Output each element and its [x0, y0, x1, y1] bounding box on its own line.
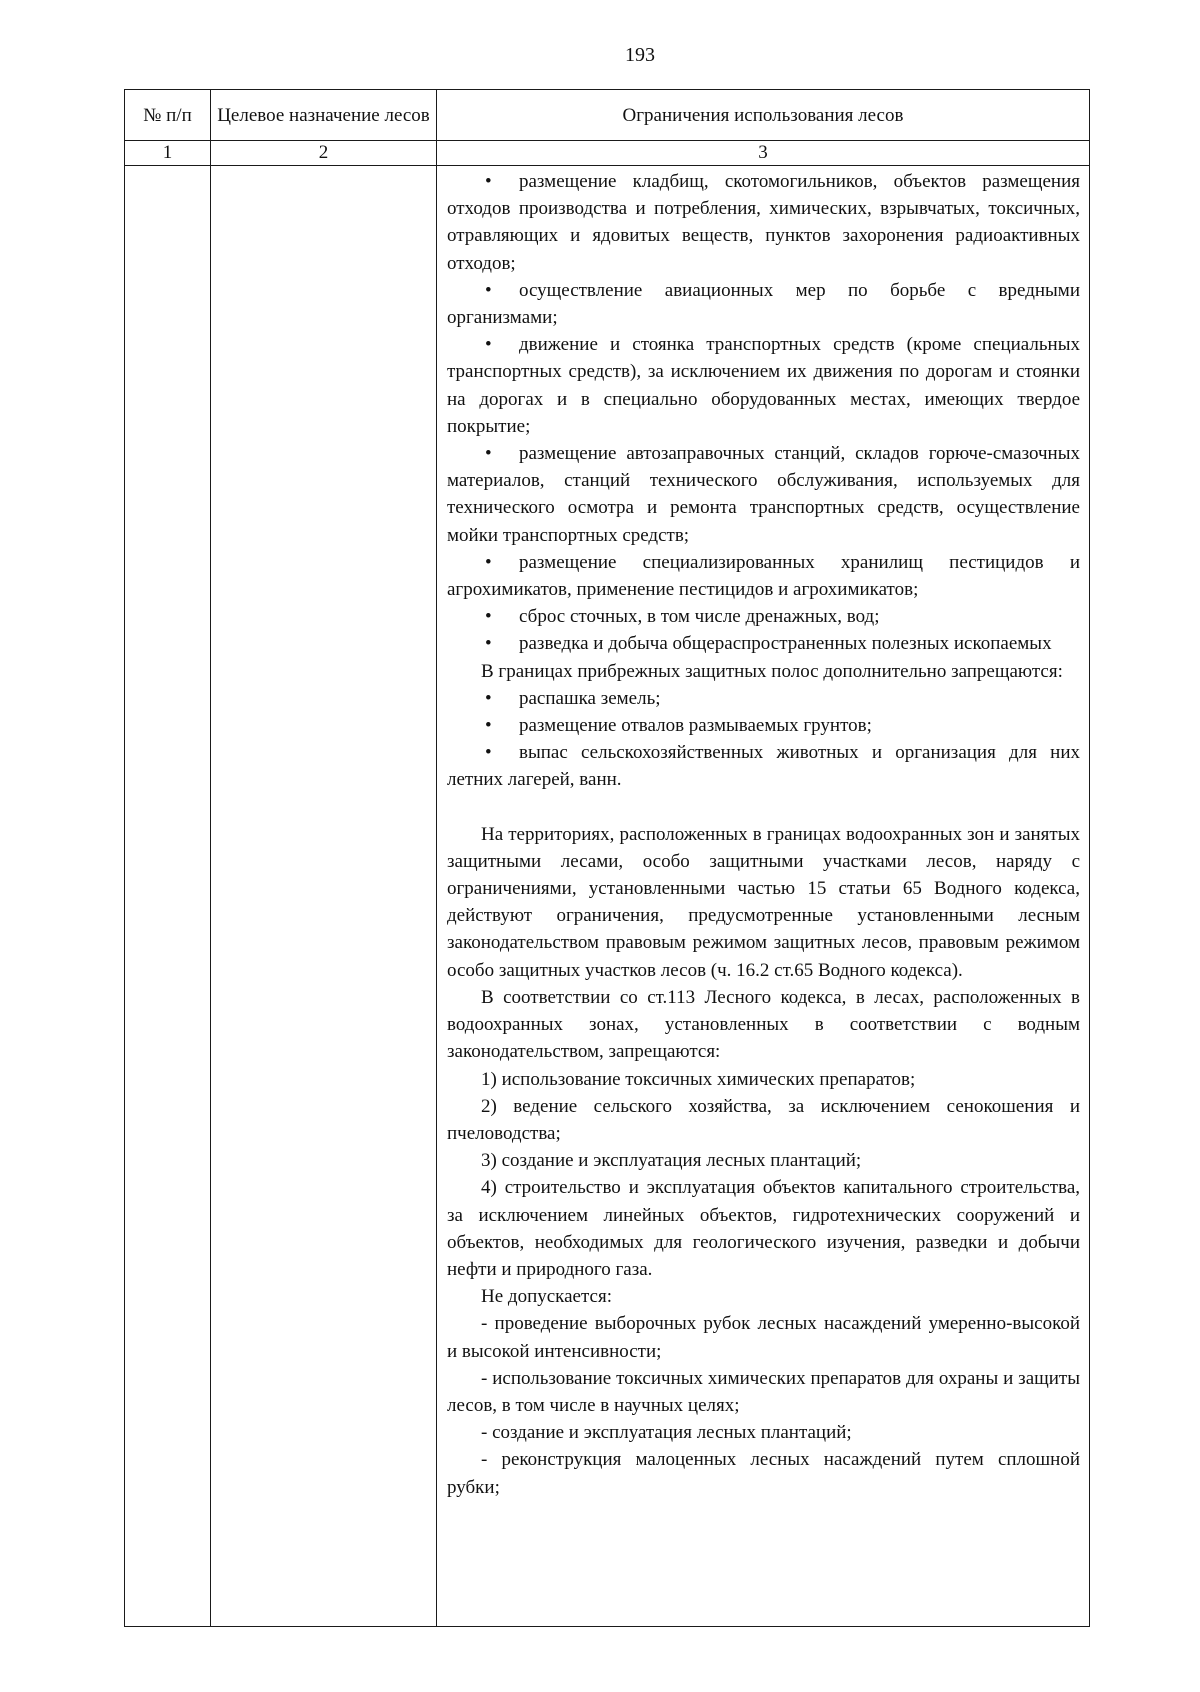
list-item: • разведка и добыча общераспространенных полезных ископаемых [447, 630, 1080, 657]
list-item: • распашка земель; [447, 685, 1080, 712]
header-purpose: Целевое назначение лесов [211, 90, 437, 141]
list-item: • размещение отвалов размываемых грунтов; [447, 712, 1080, 739]
list-item: • выпас сельскохозяйственных животных и организация для них летних лагерей, ванн. [447, 739, 1080, 793]
list-item: 2) ведение сельского хозяйства, за исключением сенокошения и пчеловодства; [447, 1095, 1080, 1144]
header-restrictions: Ограничения использования лесов [437, 90, 1090, 141]
bullet-icon: • [485, 687, 492, 709]
bullet-icon: • [485, 171, 492, 192]
list-item: • осуществление авиационных мер по борьбе с вредными организмами; [447, 277, 1080, 331]
list-item: - использование токсичных химических препаратов для охраны и защиты лесов, в том числе в научных целях; [447, 1367, 1080, 1416]
column-number-row [125, 141, 1090, 166]
list-item: 4) строительство и эксплуатация объектов капитального строительства, за исключением линейных объектов, гидротехнических сооружений и объектов, необходимых для геологического изучения, разведки и добычи нефти и природного газа. [447, 1177, 1080, 1280]
page-number: 193 [625, 44, 655, 66]
restrictions-text [437, 166, 1089, 1501]
list-item: • размещение специализированных хранилищ пестицидов и агрохимикатов, применение пестицидов и агрохимикатов; [447, 549, 1080, 603]
list-item: • размещение автозаправочных станций, складов горюче-смазочных материалов, станций технического обслуживания, используемых для технического осмотра и ремонта транспортных средств, осуществление мойки транспортных средств; [447, 440, 1080, 549]
column-number-3: 3 [437, 141, 1090, 166]
list-item: • размещение кладбищ, скотомогильников, объектов размещения отходов производства и потребления, химических, взрывчатых, токсичных, отравляющих и ядовитых веществ, пунктов захоронения радиоактивных отходов; [447, 168, 1080, 277]
bullet-icon: • [485, 551, 492, 573]
restrictions-cell [437, 166, 1090, 1627]
coastal-intro: В границах прибрежных защитных полос дополнительно запрещаются: [481, 660, 1063, 682]
list-item: - реконструкция малоценных лесных насаждений путем сплошной рубки; [447, 1449, 1080, 1498]
not-allowed-intro: Не допускается: [481, 1286, 612, 1308]
row-number-cell [125, 166, 211, 1627]
list-item: - создание и эксплуатация лесных плантаций; [481, 1422, 852, 1444]
column-number-1: 1 [125, 141, 211, 166]
paragraph-territories: На территориях, расположенных в границах водоохранных зон и занятых защитными лесами, особо защитными участками лесов, наряду с ограничениями, установленными частью 15 статьи 65 Водного кодекса, действуют ограничения, предусмотренные установленными лесным законодательством правовым режимом защитных лесов, правовым режимом особо защитных участков лесов (ч. 16.2 ст.65 Водного кодекса). [447, 823, 1080, 981]
list-item: - проведение выборочных рубок лесных насаждений умеренно-высокой и высокой интенсивности; [447, 1313, 1080, 1362]
column-number-2: 2 [211, 141, 437, 166]
bullet-icon: • [485, 742, 492, 764]
table-row [125, 166, 1090, 1627]
list-item: • сброс сточных, в том числе дренажных, вод; [447, 603, 1080, 630]
bullet-icon: • [485, 443, 492, 465]
header-number: № п/п [125, 90, 211, 141]
bullet-icon: • [485, 633, 492, 655]
list-item: • движение и стоянка транспортных средств (кроме специальных транспортных средств), за исключением их движения по дорогам и стоянки на дорогах и в специально оборудованных местах, имеющих твердое покрытие; [447, 331, 1080, 440]
paragraph-article-113: В соответствии со ст.113 Лесного кодекса, в лесах, расположенных в водоохранных зонах, установленных в соответствии с водным законодательством, запрещаются: [447, 986, 1080, 1063]
list-item: 1) использование токсичных химических препаратов; [481, 1068, 916, 1090]
list-item: 3) создание и эксплуатация лесных плантаций; [481, 1150, 862, 1172]
restrictions-table [124, 89, 1090, 1627]
forest-purpose-cell [211, 166, 437, 1627]
bullet-icon: • [485, 715, 492, 737]
bullet-icon: • [485, 606, 492, 628]
bullet-icon: • [485, 334, 492, 356]
bullet-icon: • [485, 279, 492, 301]
table-header-row [125, 90, 1090, 141]
